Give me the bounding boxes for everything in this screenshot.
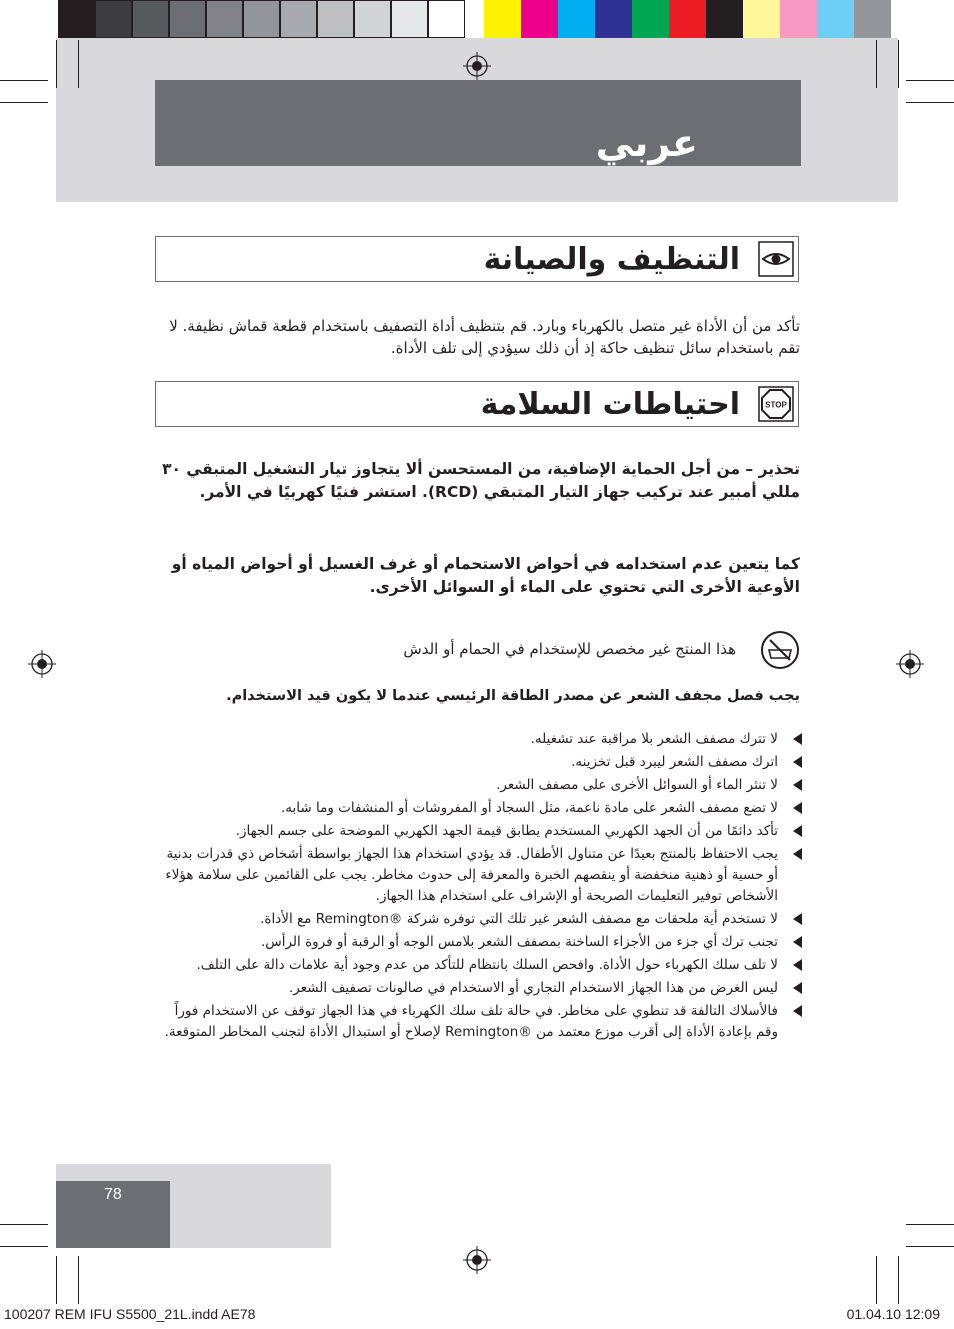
bullet-triangle-icon xyxy=(793,756,802,768)
footer-date: 01.04.10 12:09 xyxy=(846,1306,940,1322)
crop-mark xyxy=(0,1246,48,1247)
bullet-triangle-icon xyxy=(793,982,802,994)
crop-mark xyxy=(0,80,48,81)
bullet-item xyxy=(160,844,804,907)
crop-mark xyxy=(906,1224,954,1225)
cleaning-section-header xyxy=(155,236,799,282)
stop-label: STOP xyxy=(765,400,787,410)
bullet-item xyxy=(160,1001,804,1043)
gray-swatch xyxy=(354,0,391,38)
title-bar xyxy=(155,80,801,166)
bullet-item xyxy=(160,932,804,953)
registration-mark-bottom xyxy=(463,1246,491,1274)
process-color-swatch xyxy=(558,0,595,38)
bullet-item xyxy=(160,909,804,930)
safety-bullet-list xyxy=(160,729,804,1045)
bullet-triangle-icon xyxy=(793,733,802,745)
process-color-swatch xyxy=(706,0,743,38)
bullet-item xyxy=(160,729,804,750)
crop-mark xyxy=(78,40,79,88)
process-color-swatch xyxy=(669,0,706,38)
crop-mark xyxy=(876,1256,877,1304)
bullet-text: لا تضع مصفف الشعر على مادة ناعمة، مثل السجاد أو المفروشات أو المنشفات وما شابه. xyxy=(281,800,778,816)
crop-mark xyxy=(0,102,48,103)
cleaning-text: تأكد من أن الأداة غير متصل بالكهرباء وبارد. قم بتنظيف أداة التصفيف باستخدام قطعة قماش نظيفة. لا تقم باستخدام سائل تنظيف حاكة إذ أن ذلك سيؤدي إلى تلف الأداة. xyxy=(169,317,800,357)
process-color-swatch xyxy=(484,0,521,38)
gray-swatch xyxy=(169,0,206,38)
crop-mark xyxy=(78,1256,79,1304)
bullet-item xyxy=(160,955,804,976)
bullet-triangle-icon xyxy=(793,825,802,837)
gray-swatch xyxy=(58,0,95,38)
crop-mark xyxy=(906,102,954,103)
bullet-text: اترك مصفف الشعر ليبرد قبل تخزينه. xyxy=(571,754,778,770)
bath-note: هذا المنتج غير مخصص للإستخدام في الحمام أو الدش xyxy=(403,640,736,658)
crop-mark xyxy=(876,40,877,88)
gray-swatch xyxy=(206,0,243,38)
gray-swatch xyxy=(280,0,317,38)
bullet-item xyxy=(160,798,804,819)
gray-swatch xyxy=(317,0,354,38)
process-color-swatch xyxy=(817,0,854,38)
bullet-item xyxy=(160,821,804,842)
bullet-triangle-icon xyxy=(793,848,802,860)
registration-mark-left xyxy=(28,650,56,678)
page-title: عربي xyxy=(595,121,698,165)
bullet-item xyxy=(160,775,804,796)
process-color-swatch xyxy=(854,0,891,38)
bullet-triangle-icon xyxy=(793,779,802,791)
bullet-triangle-icon xyxy=(793,959,802,971)
bullet-text: لا تنثر الماء أو السوائل الأخرى على مصفف الشعر. xyxy=(496,777,778,793)
bullet-text: ليس الغرض من هذا الجهاز الاستخدام التجاري أو الاستخدام في صالونات تصفيف الشعر. xyxy=(289,980,778,996)
bullet-text: تجنب ترك أي جزء من الأجزاء الساخنة بمصفف الشعر بلامس الوجه أو الرقبة أو فروة الرأس. xyxy=(260,934,778,950)
rcd-warning: تحذير – من أجل الحماية الإضافية، من المستحسن ألا يتجاوز تيار التشغيل المتبقي ٣٠ مللي أمبير عند تركيب جهاز التيار المتبقي (RCD). استشر فنيًا كهربيًا في الأمر. xyxy=(162,460,800,501)
bullet-triangle-icon xyxy=(793,802,802,814)
bullet-triangle-icon xyxy=(793,936,802,948)
cleaning-title: التنظيف والصيانة xyxy=(483,242,740,277)
bullet-text: يجب الاحتفاظ بالمنتج بعيدًا عن متناول الأطفال. قد يؤدي استخدام هذا الجهاز بواسطة أشخاص ذي قدرات بدنية أو حسية أو ذهنية منخفضة أو ينقصهم الخبرة والمعرفة إلى حدوث مخاطر. يجب على القائمين على سلامة هؤلاء الأشخاص توفير التعليمات الصريحة أو الإشراف على استخدام هذا الجهاز. xyxy=(165,846,778,904)
gray-swatch xyxy=(132,0,169,38)
footer-file-info: 100207 REM IFU S5500_21L.indd AE78 xyxy=(4,1306,256,1322)
crop-mark xyxy=(898,40,899,88)
crop-mark xyxy=(906,1246,954,1247)
bullet-text: لا تستخدم أية ملحقات مع مصفف الشعر غير تلك التي توفره شركة ®Remington مع الأداة. xyxy=(260,911,778,927)
process-color-swatch xyxy=(521,0,558,38)
eye-icon xyxy=(758,241,794,277)
registration-mark-top xyxy=(463,52,491,80)
process-color-swatch xyxy=(780,0,817,38)
bullet-text: لا تلف سلك الكهرباء حول الأداة. وافحص السلك بانتظام للتأكد من عدم وجود أية علامات دالة على التلف. xyxy=(196,957,778,973)
bullet-item xyxy=(160,978,804,999)
no-bath-icon xyxy=(760,630,800,670)
process-color-swatch xyxy=(743,0,780,38)
stop-icon xyxy=(758,386,794,422)
page-number: 78 xyxy=(104,1186,122,1203)
gray-swatch xyxy=(243,0,280,38)
bullet-text: فالأسلاك التالفة قد تنطوي على مخاطر. في حالة تلف سلك الكهرباء في هذا الجهاز توقف عن الاستخدام فوراً وقم بإعادة الأداة إلى أقرب موزع معتمد من ®Remington لإصلاح أو استبدال الأداة لتجنب المخاطر المتوقعة. xyxy=(164,1003,778,1040)
registration-mark-right xyxy=(896,650,924,678)
unplug-note: يجب فصل مجفف الشعر عن مصدر الطاقة الرئيسي عندما لا يكون قيد الاستخدام. xyxy=(226,688,800,704)
bullet-triangle-icon xyxy=(793,1005,802,1017)
bullet-text: تأكد دائمًا من أن الجهد الكهربي المستخدم يطابق قيمة الجهد الكهربي الموضحة على جسم الجهاز. xyxy=(235,823,778,839)
bullet-triangle-icon xyxy=(793,913,802,925)
safety-section-header xyxy=(155,381,799,427)
bullet-item xyxy=(160,752,804,773)
gray-swatch xyxy=(95,0,132,38)
crop-mark xyxy=(898,1256,899,1304)
process-color-swatch xyxy=(632,0,669,38)
crop-mark xyxy=(56,1256,57,1304)
water-warning: كما يتعين عدم استخدامه في أحواض الاستحمام أو غرف الغسيل أو أحواض المياه أو الأوعية الأخرى التي تحتوي على الماء أو السوائل الأخرى. xyxy=(171,555,800,596)
gray-swatch xyxy=(391,0,428,38)
gray-swatch xyxy=(428,0,465,38)
bath-note-row xyxy=(160,630,800,670)
bullet-text: لا تترك مصفف الشعر بلا مراقبة عند تشغيله. xyxy=(530,731,778,747)
crop-mark xyxy=(0,1224,48,1225)
crop-mark xyxy=(906,80,954,81)
safety-title: احتياطات السلامة xyxy=(480,387,740,422)
process-color-swatch xyxy=(595,0,632,38)
crop-mark xyxy=(56,40,57,88)
